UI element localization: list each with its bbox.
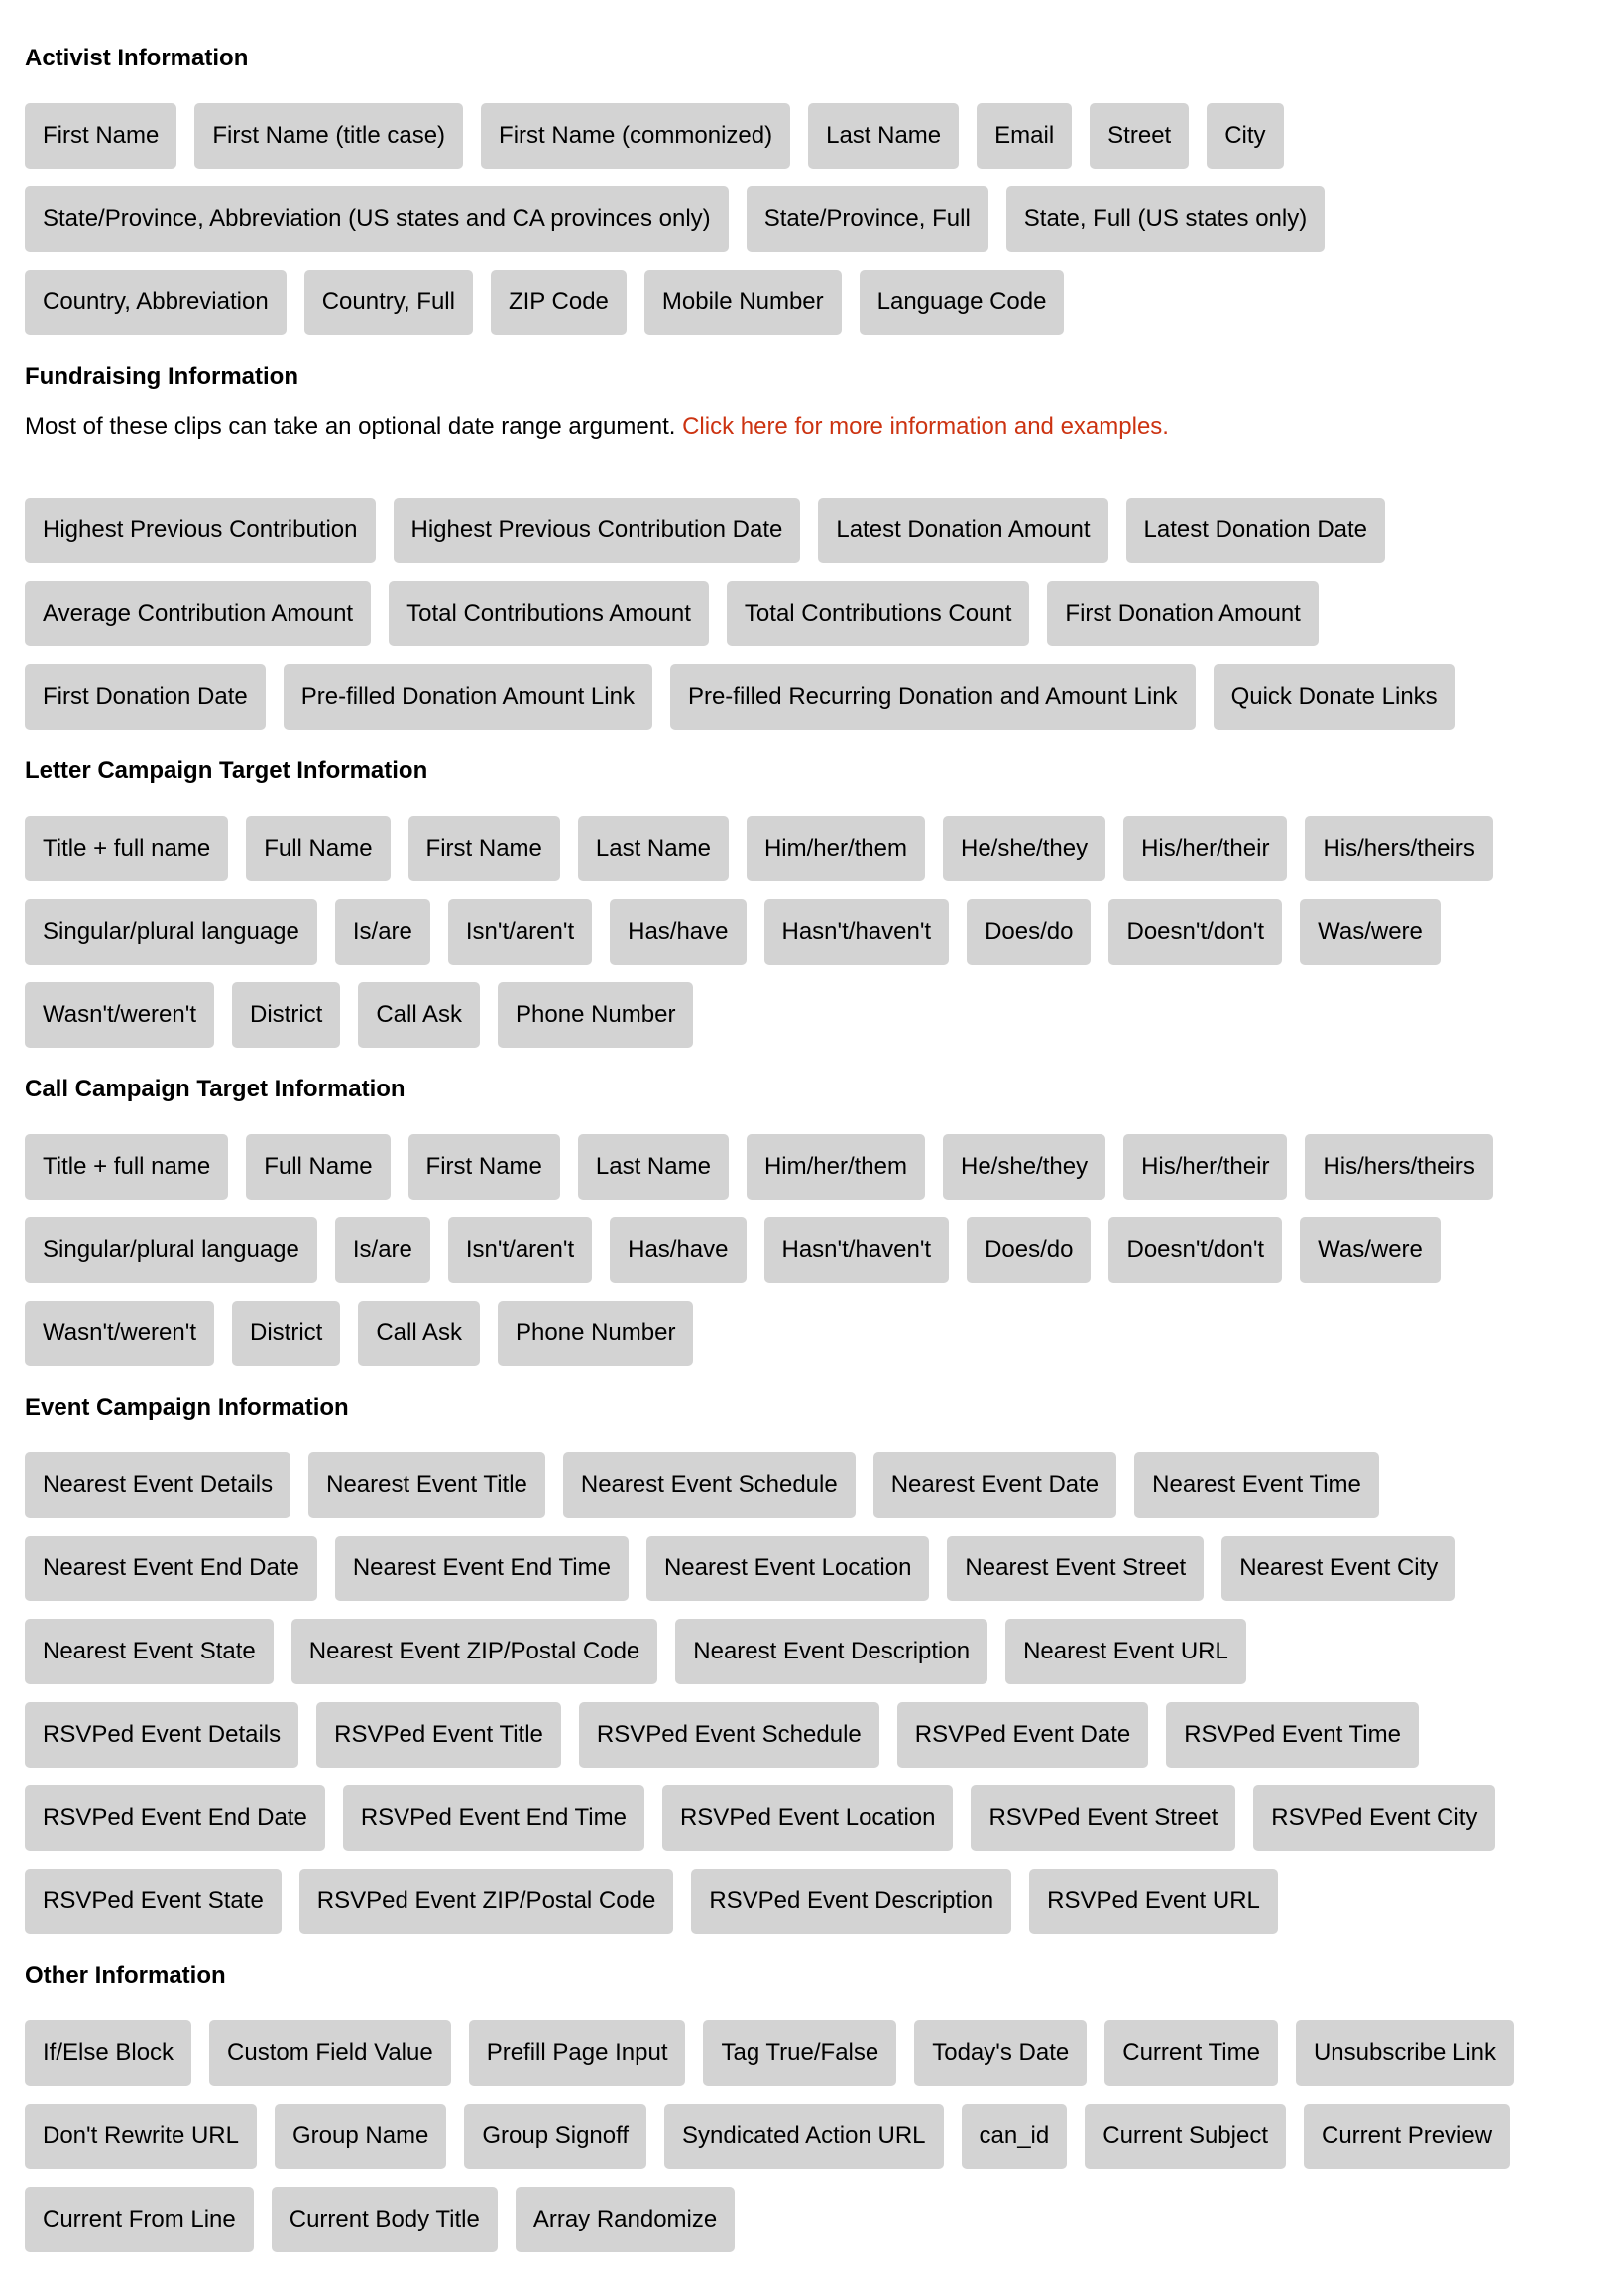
clip-button-if-else-block[interactable]: If/Else Block [25,2020,191,2086]
clip-button-nearest-event-location[interactable]: Nearest Event Location [646,1536,929,1601]
clip-row [25,1452,1624,1518]
clip-row [25,1619,1624,1684]
clip-button-first-name-title-case[interactable]: First Name (title case) [194,103,463,169]
clip-button-rsvped-event-schedule[interactable]: RSVPed Event Schedule [579,1702,879,1768]
clip-button-unsubscribe-link[interactable]: Unsubscribe Link [1296,2020,1514,2086]
clip-button-can-id[interactable]: can_id [962,2104,1068,2169]
section-fundraising-information [25,363,1624,730]
clip-button-group-signoff[interactable]: Group Signoff [464,2104,646,2169]
clip-button-phone-number[interactable]: Phone Number [498,982,693,1048]
clip-button-rsvped-event-description[interactable]: RSVPed Event Description [691,1869,1011,1934]
clip-button-rsvped-event-title[interactable]: RSVPed Event Title [316,1702,561,1768]
clip-button-nearest-event-city[interactable]: Nearest Event City [1221,1536,1455,1601]
clip-button-current-time[interactable]: Current Time [1104,2020,1278,2086]
clip-button-first-donation-date[interactable]: First Donation Date [25,664,266,730]
clip-button-has-have[interactable]: Has/have [610,1217,746,1283]
clip-button-wasn-t-weren-t[interactable]: Wasn't/weren't [25,1301,214,1366]
clip-row [25,2104,1624,2169]
clip-button-rsvped-event-state[interactable]: RSVPed Event State [25,1869,282,1934]
more-info-link[interactable]: Click here for more information and examples. [682,413,1169,440]
section-call-campaign-target-information [25,1076,1624,1366]
clip-button-rsvped-event-time[interactable]: RSVPed Event Time [1166,1702,1419,1768]
clip-row [25,1301,1624,1366]
clip-button-district[interactable]: District [232,982,340,1048]
clip-button-today-s-date[interactable]: Today's Date [914,2020,1087,2086]
clip-button-last-name[interactable]: Last Name [808,103,959,169]
clip-button-country-full[interactable]: Country, Full [304,270,473,335]
clip-button-him-her-them[interactable]: Him/her/them [747,1134,925,1200]
clip-button-group [25,816,1624,1048]
clip-button-hasn-t-haven-t[interactable]: Hasn't/haven't [764,899,950,965]
clip-button-call-ask[interactable]: Call Ask [358,1301,480,1366]
clip-button-group [25,1134,1624,1366]
clip-row [25,186,1624,252]
clip-button-state-province-full[interactable]: State/Province, Full [747,186,988,252]
clip-button-last-name[interactable]: Last Name [578,816,729,881]
clip-button-current-body-title[interactable]: Current Body Title [272,2187,498,2252]
section-event-campaign-information [25,1394,1624,1934]
clip-button-rsvped-event-city[interactable]: RSVPed Event City [1253,1785,1495,1851]
clip-row [25,899,1624,965]
clip-button-group [25,2020,1624,2252]
clip-button-tag-true-false[interactable]: Tag True/False [703,2020,896,2086]
clip-button-group [25,498,1624,730]
clip-button-pre-filled-recurring-donation-and-amount-link[interactable]: Pre-filled Recurring Donation and Amount Link [670,664,1196,730]
section-title: Other Information [25,1962,226,1989]
clip-row [25,581,1624,646]
clip-button-rsvped-event-url[interactable]: RSVPed Event URL [1029,1869,1278,1934]
clip-button-nearest-event-end-time[interactable]: Nearest Event End Time [335,1536,629,1601]
clip-button-isn-t-aren-t[interactable]: Isn't/aren't [448,1217,592,1283]
clip-row [25,1134,1624,1200]
clip-row [25,1785,1624,1851]
clip-button-nearest-event-end-date[interactable]: Nearest Event End Date [25,1536,317,1601]
clip-button-was-were[interactable]: Was/were [1300,1217,1441,1283]
clip-button-nearest-event-time[interactable]: Nearest Event Time [1134,1452,1379,1518]
clip-button-district[interactable]: District [232,1301,340,1366]
clip-button-doesn-t-don-t[interactable]: Doesn't/don't [1108,1217,1282,1283]
clip-button-rsvped-event-street[interactable]: RSVPed Event Street [971,1785,1235,1851]
clip-button-city[interactable]: City [1207,103,1283,169]
clip-button-his-hers-theirs[interactable]: His/hers/theirs [1305,816,1492,881]
clip-button-zip-code[interactable]: ZIP Code [491,270,627,335]
clip-button-nearest-event-url[interactable]: Nearest Event URL [1005,1619,1246,1684]
clip-button-rsvped-event-zip-postal-code[interactable]: RSVPed Event ZIP/Postal Code [299,1869,674,1934]
clip-button-doesn-t-don-t[interactable]: Doesn't/don't [1108,899,1282,965]
clip-row [25,498,1624,563]
clip-button-rsvped-event-end-time[interactable]: RSVPed Event End Time [343,1785,644,1851]
clip-button-street[interactable]: Street [1090,103,1189,169]
clip-button-nearest-event-state[interactable]: Nearest Event State [25,1619,274,1684]
clip-button-rsvped-event-location[interactable]: RSVPed Event Location [662,1785,954,1851]
clip-button-rsvped-event-end-date[interactable]: RSVPed Event End Date [25,1785,325,1851]
section-title: Event Campaign Information [25,1394,349,1421]
section-title: Activist Information [25,45,249,71]
clip-button-does-do[interactable]: Does/do [967,899,1091,965]
clip-button-his-her-their[interactable]: His/her/their [1123,1134,1287,1200]
clip-button-his-hers-theirs[interactable]: His/hers/theirs [1305,1134,1492,1200]
clip-row [25,2187,1624,2252]
clip-button-pre-filled-donation-amount-link[interactable]: Pre-filled Donation Amount Link [284,664,652,730]
section-note [25,413,1624,441]
clip-button-custom-field-value[interactable]: Custom Field Value [209,2020,451,2086]
clip-button-is-are[interactable]: Is/are [335,1217,430,1283]
clip-button-language-code[interactable]: Language Code [860,270,1065,335]
clip-button-average-contribution-amount[interactable]: Average Contribution Amount [25,581,371,646]
clip-button-state-province-abbreviation-us-states-and-ca-provinces-only[interactable]: State/Province, Abbreviation (US states and CA provinces only) [25,186,729,252]
clip-button-highest-previous-contribution[interactable]: Highest Previous Contribution [25,498,376,563]
clip-row [25,816,1624,881]
clip-button-full-name[interactable]: Full Name [246,816,390,881]
section-title: Call Campaign Target Information [25,1076,406,1102]
section-letter-campaign-target-information [25,757,1624,1048]
clip-row [25,270,1624,335]
clip-button-mobile-number[interactable]: Mobile Number [644,270,842,335]
clip-button-nearest-event-description[interactable]: Nearest Event Description [675,1619,987,1684]
clip-button-email[interactable]: Email [977,103,1072,169]
clip-button-isn-t-aren-t[interactable]: Isn't/aren't [448,899,592,965]
clip-row [25,1702,1624,1768]
clip-button-has-have[interactable]: Has/have [610,899,746,965]
clip-row [25,982,1624,1048]
clip-button-nearest-event-title[interactable]: Nearest Event Title [308,1452,545,1518]
clip-button-first-donation-amount[interactable]: First Donation Amount [1047,581,1318,646]
clip-button-group [25,1452,1624,1934]
clip-library [25,45,1624,2252]
clip-button-title-full-name[interactable]: Title + full name [25,1134,228,1200]
clip-button-does-do[interactable]: Does/do [967,1217,1091,1283]
clip-button-wasn-t-weren-t[interactable]: Wasn't/weren't [25,982,214,1048]
clip-button-array-randomize[interactable]: Array Randomize [516,2187,735,2252]
clip-button-don-t-rewrite-url[interactable]: Don't Rewrite URL [25,2104,257,2169]
section-title: Letter Campaign Target Information [25,757,428,784]
clip-button-nearest-event-schedule[interactable]: Nearest Event Schedule [563,1452,856,1518]
clip-button-last-name[interactable]: Last Name [578,1134,729,1200]
clip-button-first-name-commonized[interactable]: First Name (commonized) [481,103,790,169]
clip-button-country-abbreviation[interactable]: Country, Abbreviation [25,270,287,335]
clip-button-his-her-their[interactable]: His/her/their [1123,816,1287,881]
clip-button-nearest-event-street[interactable]: Nearest Event Street [947,1536,1204,1601]
clip-button-syndicated-action-url[interactable]: Syndicated Action URL [664,2104,943,2169]
clip-button-current-preview[interactable]: Current Preview [1304,2104,1510,2169]
section-other-information [25,1962,1624,2252]
clip-button-nearest-event-date[interactable]: Nearest Event Date [873,1452,1116,1518]
clip-row [25,1536,1624,1601]
clip-button-first-name[interactable]: First Name [25,103,176,169]
clip-button-was-were[interactable]: Was/were [1300,899,1441,965]
clip-button-latest-donation-date[interactable]: Latest Donation Date [1126,498,1385,563]
clip-button-current-subject[interactable]: Current Subject [1085,2104,1286,2169]
clip-button-nearest-event-details[interactable]: Nearest Event Details [25,1452,290,1518]
clip-button-total-contributions-count[interactable]: Total Contributions Count [727,581,1029,646]
section-activist-information [25,45,1624,335]
clip-button-highest-previous-contribution-date[interactable]: Highest Previous Contribution Date [394,498,801,563]
clip-row [25,103,1624,169]
clip-button-first-name[interactable]: First Name [408,1134,560,1200]
clip-button-nearest-event-zip-postal-code[interactable]: Nearest Event ZIP/Postal Code [291,1619,658,1684]
clip-button-prefill-page-input[interactable]: Prefill Page Input [469,2020,686,2086]
clip-button-hasn-t-haven-t[interactable]: Hasn't/haven't [764,1217,950,1283]
clip-button-singular-plural-language[interactable]: Singular/plural language [25,899,317,965]
clip-button-he-she-they[interactable]: He/she/they [943,816,1105,881]
clip-button-phone-number[interactable]: Phone Number [498,1301,693,1366]
clip-button-him-her-them[interactable]: Him/her/them [747,816,925,881]
clip-button-latest-donation-amount[interactable]: Latest Donation Amount [818,498,1107,563]
clip-button-quick-donate-links[interactable]: Quick Donate Links [1214,664,1455,730]
clip-button-total-contributions-amount[interactable]: Total Contributions Amount [389,581,709,646]
clip-button-is-are[interactable]: Is/are [335,899,430,965]
clip-button-rsvped-event-details[interactable]: RSVPed Event Details [25,1702,298,1768]
section-title: Fundraising Information [25,363,298,390]
clip-button-title-full-name[interactable]: Title + full name [25,816,228,881]
clip-button-call-ask[interactable]: Call Ask [358,982,480,1048]
clip-button-group [25,103,1624,335]
clip-row [25,664,1624,730]
clip-button-rsvped-event-date[interactable]: RSVPed Event Date [897,1702,1148,1768]
clip-button-singular-plural-language[interactable]: Singular/plural language [25,1217,317,1283]
clip-row [25,2020,1624,2086]
clip-button-he-she-they[interactable]: He/she/they [943,1134,1105,1200]
clip-button-group-name[interactable]: Group Name [275,2104,446,2169]
clip-row [25,1217,1624,1283]
clip-row [25,1869,1624,1934]
clip-button-full-name[interactable]: Full Name [246,1134,390,1200]
note-text: Most of these clips can take an optional date range argument. [25,413,683,440]
clip-button-first-name[interactable]: First Name [408,816,560,881]
clip-button-current-from-line[interactable]: Current From Line [25,2187,254,2252]
clip-button-state-full-us-states-only[interactable]: State, Full (US states only) [1006,186,1325,252]
